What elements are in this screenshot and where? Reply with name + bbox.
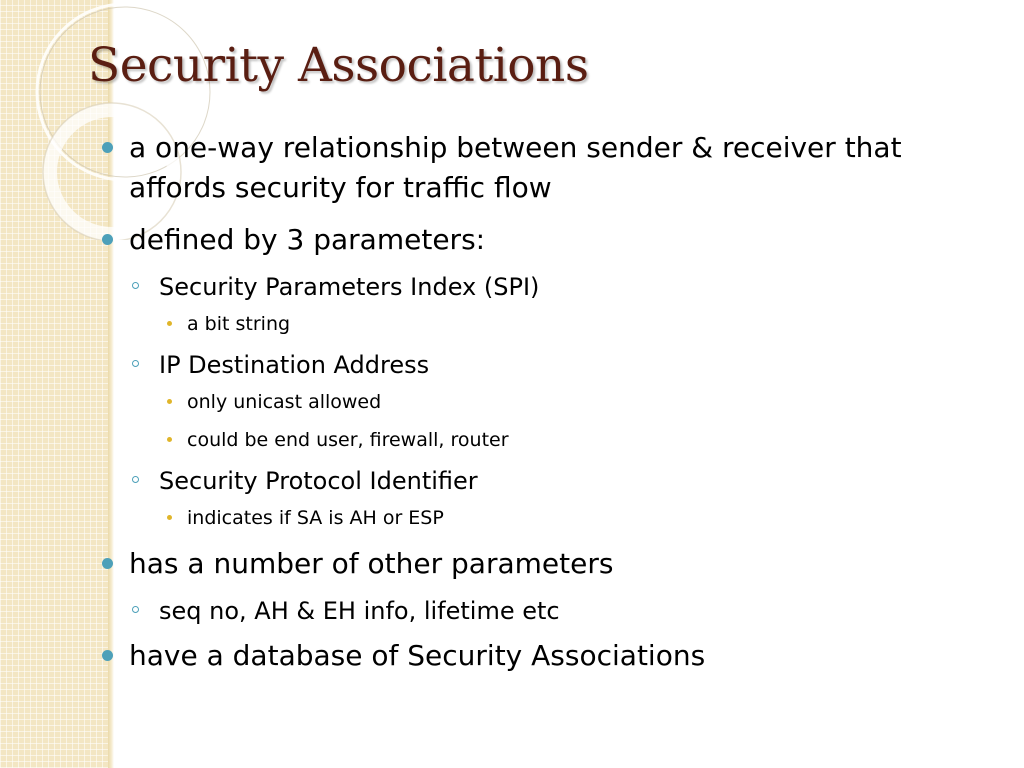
sub-sub-bullet-item — [100, 428, 980, 452]
bullet-dot-icon — [102, 558, 113, 569]
sub-bullet-text: seq no, AH & EH info, lifetime etc — [159, 597, 560, 625]
bullet-text: has a number of other parameters — [129, 547, 614, 580]
sub-sub-bullet-text: could be end user, firewall, router — [187, 429, 509, 451]
bullet-text: a one-way relationship between sender & receiver that affords security for traffic flow — [129, 131, 902, 204]
bullet-ring-icon — [132, 360, 139, 367]
sub-sub-bullet-text: indicates if SA is AH or ESP — [187, 507, 444, 529]
bullet-ring-icon — [132, 282, 139, 289]
bullet-item — [100, 544, 980, 584]
bullet-item — [100, 636, 980, 676]
sub-bullet-item — [100, 596, 980, 626]
bullet-item — [100, 220, 980, 260]
bullet-dot-icon — [102, 650, 113, 661]
sub-bullet-text: IP Destination Address — [159, 351, 430, 379]
sub-bullet-text: Security Parameters Index (SPI) — [159, 273, 540, 301]
sub-bullet-item — [100, 272, 980, 302]
sub-sub-bullet-item — [100, 312, 980, 336]
bullet-dot-icon — [102, 234, 113, 245]
bullet-ring-icon — [132, 476, 139, 483]
bullet-text: have a database of Security Associations — [129, 639, 706, 672]
bullet-ring-icon — [132, 606, 139, 613]
bullet-text: defined by 3 parameters: — [129, 223, 486, 256]
sub-sub-bullet-text: only unicast allowed — [187, 391, 382, 413]
sub-sub-bullet-item — [100, 506, 980, 530]
sub-bullet-item — [100, 350, 980, 380]
bullet-small-dot-icon — [167, 515, 172, 520]
sub-sub-bullet-text: a bit string — [187, 313, 291, 335]
bullet-item — [100, 128, 980, 208]
sub-bullet-item — [100, 466, 980, 496]
bullet-small-dot-icon — [167, 399, 172, 404]
sub-bullet-text: Security Protocol Identifier — [159, 467, 478, 495]
bullet-small-dot-icon — [167, 437, 172, 442]
bullet-small-dot-icon — [167, 321, 172, 326]
sub-sub-bullet-item — [100, 390, 980, 414]
bullet-dot-icon — [102, 142, 113, 153]
bullet-list — [100, 128, 980, 688]
slide-title: Security Associations — [88, 38, 589, 93]
